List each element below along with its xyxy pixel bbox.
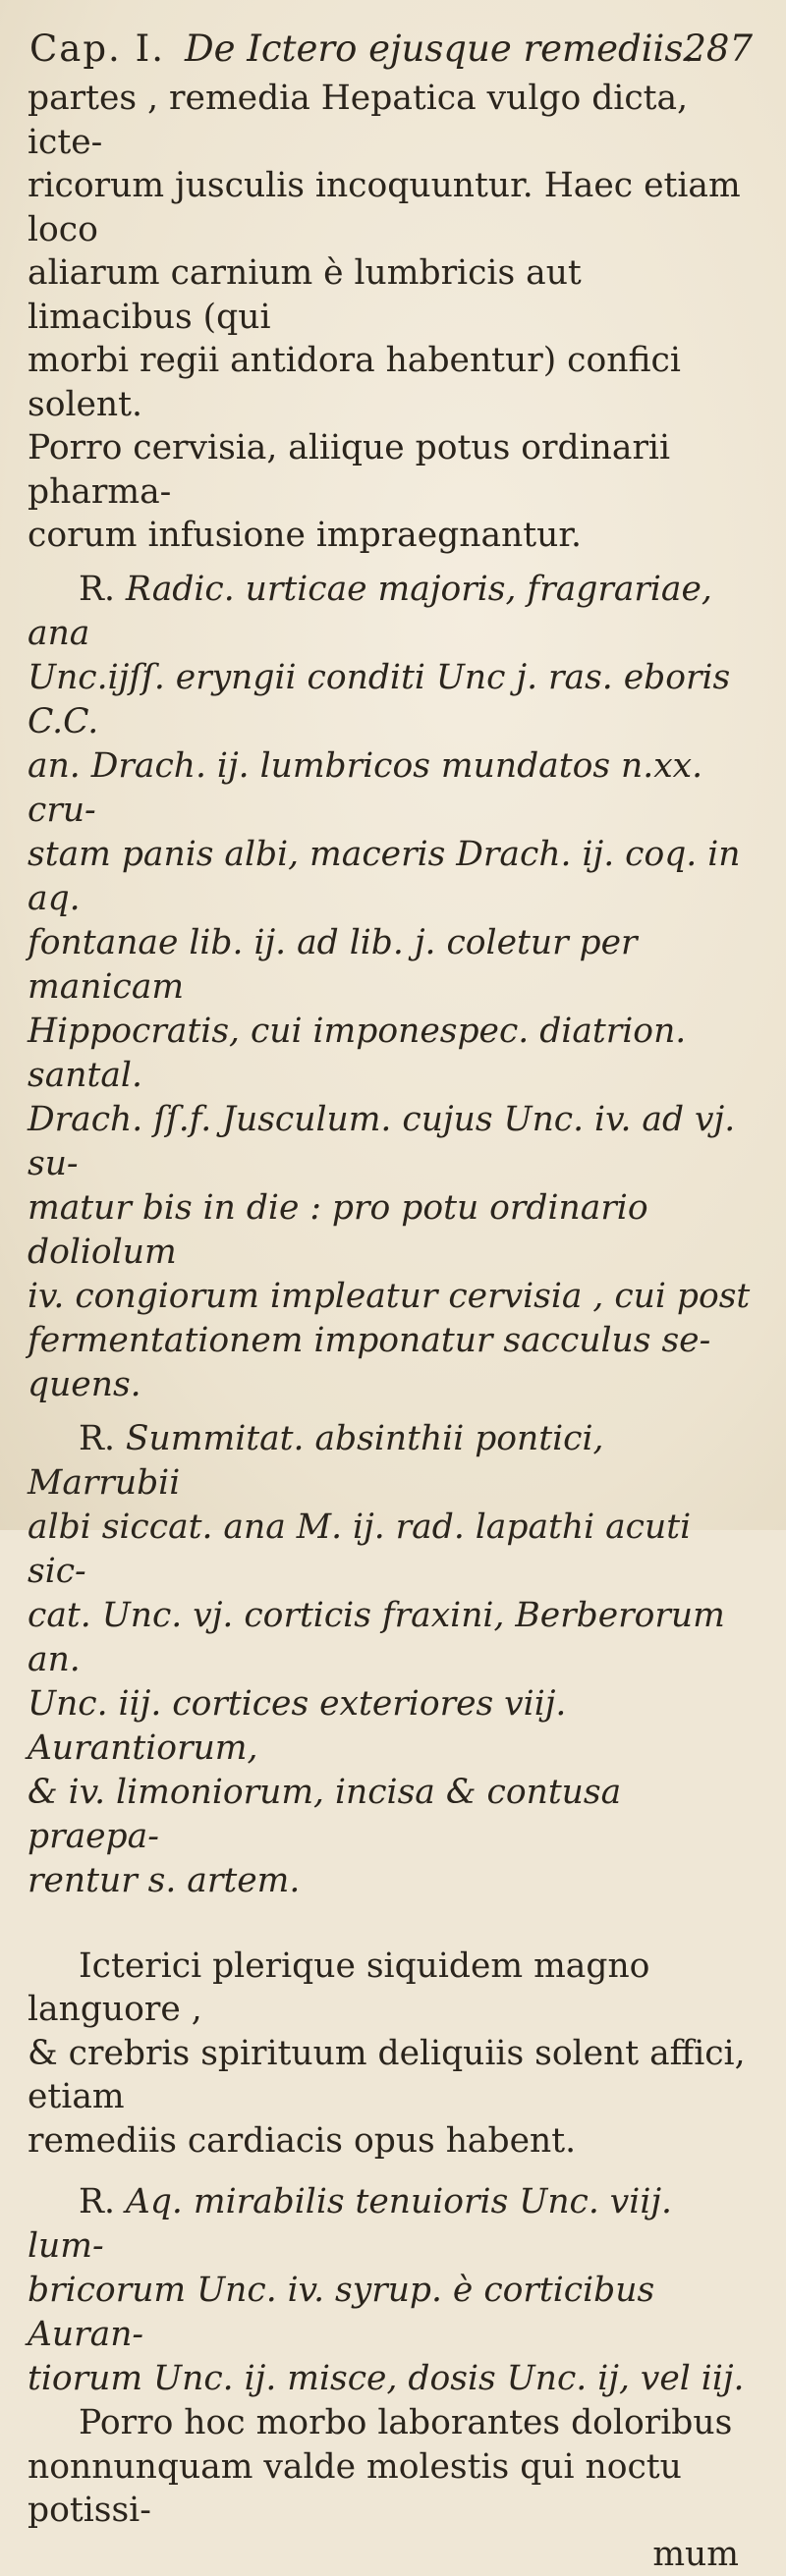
text-line: partes , remedia Hepatica vulgo dicta, icte- xyxy=(28,79,688,162)
text-line: quens. xyxy=(28,1365,141,1404)
paragraph-porro xyxy=(28,2401,757,2533)
recipe-symbol: R. xyxy=(79,570,115,609)
running-title: De Ictero ejusque remediis. xyxy=(185,27,695,70)
text-line: stam panis albi, maceris Drach. ij. coq. in aq. xyxy=(28,835,741,918)
chapter-label: Cap. I. xyxy=(29,27,165,70)
text-line: rentur s. artem. xyxy=(28,1861,300,1900)
recipe-1 xyxy=(28,568,757,1407)
page-number: 287 xyxy=(683,27,753,70)
text-line: Porro cervisia, aliique potus ordinarii pharma- xyxy=(28,428,670,512)
text-line: Hippocratis, cui imponespec. diatrion. santal. xyxy=(28,1012,686,1095)
text-line: tiorum Unc. ij. misce, dosis Unc. ij, vel iij. xyxy=(28,2359,745,2398)
text-line: aliarum carnium è lumbricis aut limacibus (qui xyxy=(28,253,582,337)
catchword: mum xyxy=(28,2533,757,2576)
text-line: & crebris spirituum deliquiis solent affici, etiam xyxy=(28,2034,746,2117)
text-line: Icterici plerique siquidem magno languore , xyxy=(28,1946,649,2030)
recipe-symbol: R. xyxy=(79,2182,115,2221)
text-line: Unc. iij. cortices exteriores viij. Aurantiorum, xyxy=(28,1684,566,1768)
recipe-2 xyxy=(28,1417,757,1903)
text-line: fermentationem imponatur sacculus se- xyxy=(28,1321,710,1360)
text-line: corum infusione impraegnantur. xyxy=(28,516,582,555)
text-line: Radic. urticae majoris, fragrariae, ana xyxy=(28,570,712,653)
recipe-symbol: R. xyxy=(79,1419,115,1458)
text-line: remediis cardiacis opus habent. xyxy=(28,2121,576,2161)
text-line: Aq. mirabilis tenuioris Unc. viij. lum- xyxy=(28,2182,672,2266)
text-line: Drach. ſſ.f. Jusculum. cujus Unc. iv. ad vj. su- xyxy=(28,1100,735,1183)
text-line: morbi regii antidora habentur) confici solent. xyxy=(28,341,681,424)
text-line: iv. congiorum impleatur cervisia , cui post xyxy=(28,1277,750,1316)
recipe-3 xyxy=(28,2180,757,2401)
text-line: cat. Unc. vj. corticis fraxini, Berberorum an. xyxy=(28,1596,725,1679)
text-line: matur bis in die : pro potu ordinario doliolum xyxy=(28,1188,648,1272)
text-line: an. Drach. ij. lumbricos mundatos n.xx. cru- xyxy=(28,746,702,830)
paragraph-intro xyxy=(28,77,757,558)
paragraph-icterici xyxy=(28,1945,757,2164)
page-body xyxy=(28,77,757,2576)
text-line: nonnunquam valde molestis qui noctu potissi- xyxy=(28,2447,682,2531)
text-line: ricorum jusculis incoquuntur. Haec etiam loco xyxy=(28,166,741,249)
text-line: & iv. limoniorum, incisa & contusa praepa- xyxy=(28,1773,621,1856)
text-line: bricorum Unc. iv. syrup. è corticibus Auran- xyxy=(28,2271,654,2354)
text-line: fontanae lib. ij. ad lib. j. coletur per manicam xyxy=(28,923,638,1007)
text-line: Summitat. absinthii pontici, Marrubii xyxy=(28,1419,604,1503)
text-line: Unc.ijſſ. eryngii conditi Unc j. ras. eboris C.C. xyxy=(28,658,730,741)
text-line: albi siccat. ana M. ij. rad. lapathi acuti sic- xyxy=(28,1507,691,1591)
text-line: Porro hoc morbo laborantes doloribus xyxy=(79,2403,732,2442)
